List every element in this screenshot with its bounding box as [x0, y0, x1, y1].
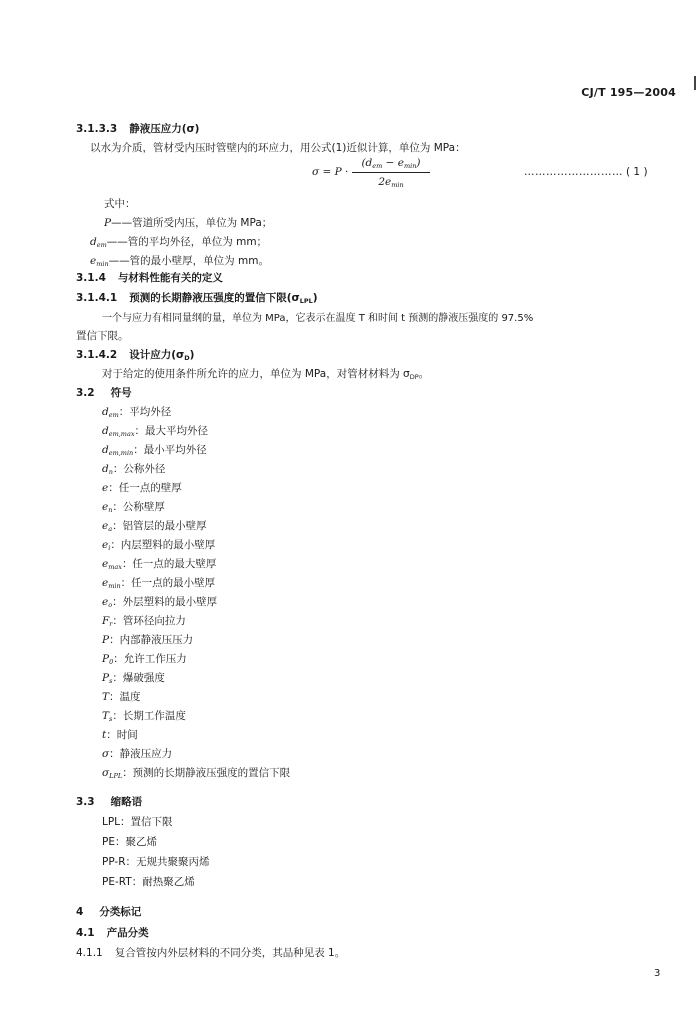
heading-3-1-4-1: 3.1.4.1 预测的长期静液压强度的置信下限$(\sigma_{LPL})$ — [76, 292, 318, 305]
formula-denominator: $2e_{min}$ — [378, 176, 404, 189]
symbol-item: σ：静液压应力 — [102, 748, 173, 760]
symbol-item: $F_r$：管环径向拉力 — [102, 615, 186, 628]
symbol-item: $e_{max}$：任一点的最大壁厚 — [102, 558, 217, 571]
symbol-item: $d_{em,max}$：最大平均外径 — [102, 425, 209, 438]
symbol-item: t：时间 — [102, 729, 138, 741]
definition-emin: $e_{min}——$管的最小壁厚，单位为 mm。 — [90, 255, 269, 268]
symbol-item: $e_{min}$：任一点的最小壁厚 — [102, 577, 216, 590]
symbol-item: $d_{em}$：平均外径 — [102, 406, 172, 419]
symbol-item: $\sigma_{LPL}$：预测的长期静液压强度的置信下限 — [102, 767, 291, 780]
formula-tag: ( 1 ) — [626, 166, 648, 178]
definition-P: P——管道所受内压，单位为 MPa； — [104, 217, 273, 229]
heading-3-3: 3.3 缩略语 — [76, 796, 143, 808]
paragraph-4-1-1: 4.1.1 复合管按内外层材料的不同分类，其品种见表 1。 — [76, 947, 346, 959]
heading-3-1-3-3 — [76, 121, 199, 136]
standard-code: CJ/T 195—2004 — [581, 86, 676, 99]
symbol-item: $P_0$：允许工作压力 — [102, 653, 187, 666]
abbreviation-item: PE-RT：耐热聚乙烯 — [102, 876, 195, 888]
heading-4-1: 4.1 产品分类 — [76, 927, 149, 939]
symbol-item: $T_s$：长期工作温度 — [102, 710, 186, 723]
formula-leader-dots: ……………………… — [524, 166, 623, 178]
abbreviation-item: LPL：置信下限 — [102, 816, 173, 828]
paragraph-lpl-line1: 一个与应力有相同量纲的量，单位为 MPa，它表示在温度 T 和时间 t 预测的静液压强度的 97.5% — [102, 313, 534, 324]
formula-numerator: $(d_{em} - e_{min})$ — [361, 157, 421, 170]
abbreviation-item: PP-R：无规共聚聚丙烯 — [102, 856, 210, 868]
edge-mark — [694, 76, 696, 90]
symbol-item: $d_n$：公称外径 — [102, 463, 166, 476]
heading-4: 4 分类标记 — [76, 906, 142, 918]
symbol-item: P：内部静液压压力 — [102, 634, 194, 646]
heading-3-2: 3.2 符号 — [76, 387, 132, 399]
fraction-bar — [352, 172, 430, 173]
heading-3-1-4: 3.1.4 与材料性能有关的定义 — [76, 272, 223, 284]
symbol-item: T：温度 — [102, 691, 141, 703]
definition-dem: $d_{em}——$管的平均外径，单位为 mm； — [90, 236, 268, 249]
symbol-item: $P_s$：爆破强度 — [102, 672, 165, 685]
formula-lhs: σ = P · — [312, 166, 349, 178]
symbol-item: $e_n$：公称壁厚 — [102, 501, 165, 514]
where-label: 式中： — [104, 198, 136, 210]
paragraph-lpl-line2: 置信下限。 — [76, 330, 129, 342]
paragraph-hydrostatic-stress: 以水为介质，管材受内压时管壁内的环应力，用公式(1)近似计算，单位为 MPa： — [90, 142, 466, 154]
symbol-item: $e_a$：铝管层的最小壁厚 — [102, 520, 207, 533]
paragraph-design-stress: 对于给定的使用条件所允许的应力，单位为 MPa，对管材材料为 $\sigma_{DP}$。 — [102, 368, 430, 381]
symbol-item: $e_o$：外层塑料的最小壁厚 — [102, 596, 218, 609]
section-number: 3.1.3.3 — [76, 123, 118, 135]
symbol-item: $d_{em,min}$：最小平均外径 — [102, 444, 207, 457]
section-title: 静液压应力(σ) — [129, 123, 200, 135]
symbol-item: e：任一点的壁厚 — [102, 482, 182, 494]
symbol-item: $e_i$：内层塑料的最小壁厚 — [102, 539, 216, 552]
abbreviation-item: PE：聚乙烯 — [102, 836, 157, 848]
heading-3-1-4-2: 3.1.4.2 设计应力$(\sigma_D)$ — [76, 349, 195, 362]
page-number: 3 — [654, 968, 661, 979]
